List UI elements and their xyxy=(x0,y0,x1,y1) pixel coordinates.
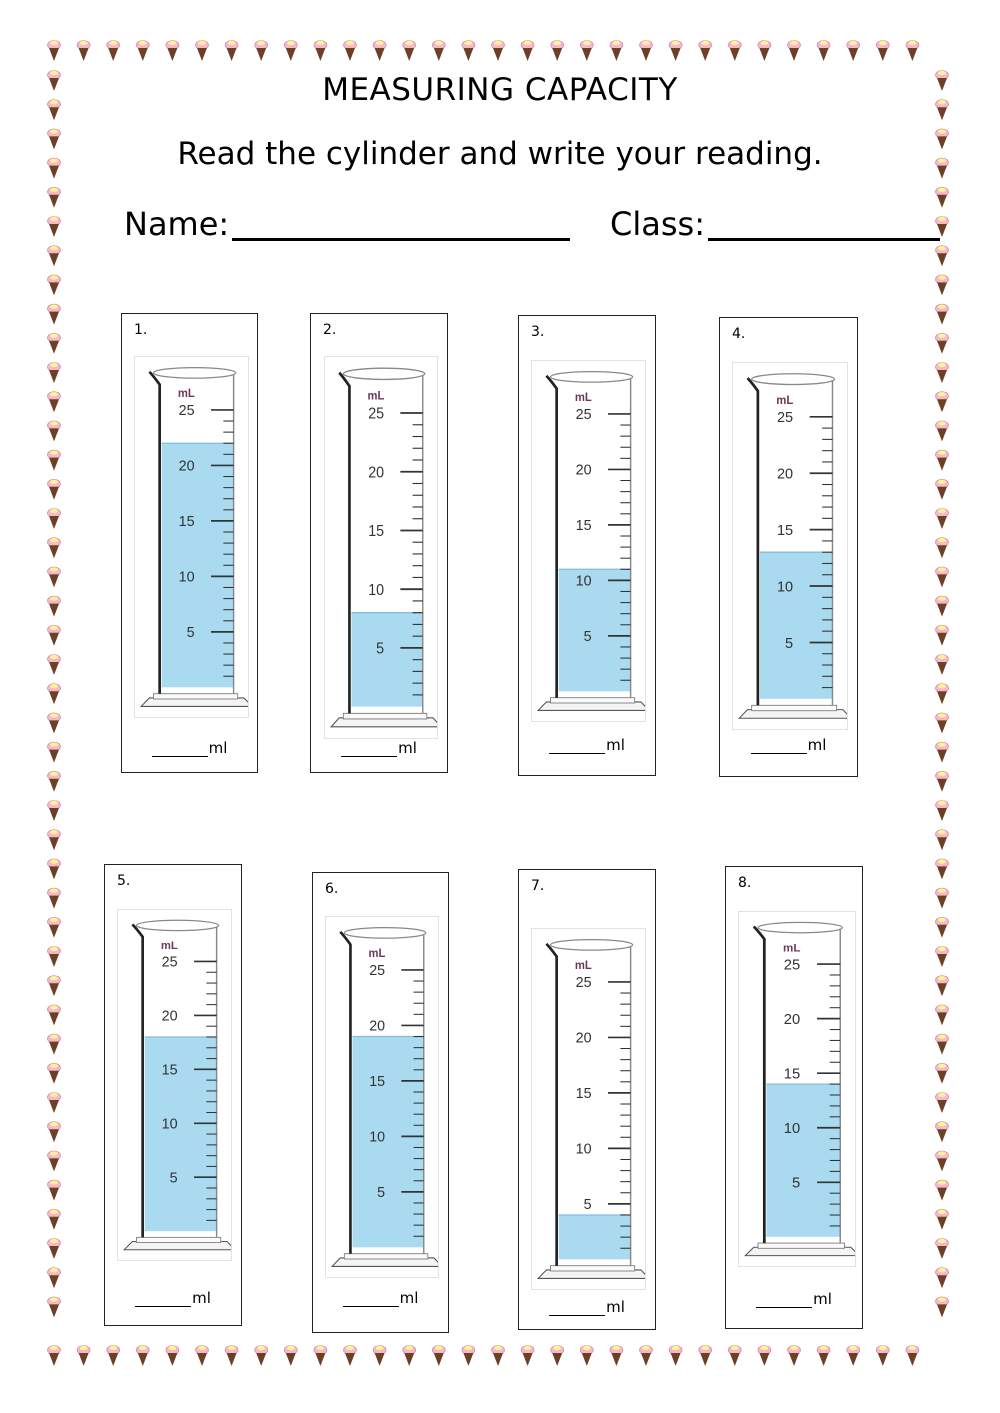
answer-unit: ml xyxy=(606,736,625,754)
ice-cream-cone-icon xyxy=(314,41,327,62)
answer-field[interactable] xyxy=(313,1289,448,1307)
ice-cream-cone-icon xyxy=(669,1346,682,1367)
ice-cream-cone-icon xyxy=(936,742,949,763)
ice-cream-cone-icon xyxy=(936,246,949,267)
ice-cream-cone-icon xyxy=(936,1180,949,1201)
ice-cream-cone-icon xyxy=(432,1346,445,1367)
ice-cream-cone-icon xyxy=(580,41,593,62)
ice-cream-cone-icon xyxy=(640,1346,653,1367)
cylinder-left-wall xyxy=(754,927,765,1244)
cylinder-base-plate xyxy=(153,694,237,699)
scale-label: 20 xyxy=(161,1008,178,1025)
ice-cream-cone-icon xyxy=(48,246,61,267)
cylinder-rim xyxy=(550,372,632,383)
cylinder-base-plate xyxy=(752,705,837,710)
scale-label: 5 xyxy=(785,635,794,652)
scale-label: 20 xyxy=(368,463,385,482)
scale-label: 25 xyxy=(369,963,386,980)
ice-cream-cone-icon xyxy=(936,275,949,296)
ice-cream-cone-icon xyxy=(876,41,889,62)
ice-cream-cone-icon xyxy=(936,333,949,354)
ice-cream-cone-icon xyxy=(699,41,712,62)
ice-cream-cone-icon xyxy=(48,859,61,880)
ice-cream-cone-icon xyxy=(817,1346,830,1367)
scale-label: 15 xyxy=(369,1073,386,1091)
question-number: 5. xyxy=(117,873,131,889)
unit-label: mL xyxy=(783,942,801,955)
ice-cream-cone-icon xyxy=(936,1239,949,1260)
cylinder-card xyxy=(518,315,656,776)
ice-cream-cone-icon xyxy=(669,41,682,62)
ice-cream-cone-icon xyxy=(48,801,61,822)
ice-cream-cone-icon xyxy=(906,1346,919,1367)
cylinder-rim xyxy=(758,922,842,932)
ice-cream-cone-icon xyxy=(48,917,61,938)
ice-cream-cone-icon xyxy=(314,1346,327,1367)
answer-field[interactable] xyxy=(726,1290,862,1308)
scale-label: 25 xyxy=(575,975,592,992)
ice-cream-cone-icon xyxy=(462,1346,475,1367)
scale-label: 10 xyxy=(161,1116,178,1133)
ice-cream-cone-icon xyxy=(936,947,949,968)
ice-cream-cone-icon xyxy=(48,888,61,909)
ice-cream-cone-icon xyxy=(136,1346,149,1367)
ice-cream-cone-icon xyxy=(936,304,949,325)
scale-label: 10 xyxy=(575,1141,592,1158)
unit-label: mL xyxy=(368,948,386,961)
question-number: 7. xyxy=(531,878,545,894)
scale-label: 5 xyxy=(791,1175,801,1192)
ice-cream-cone-icon xyxy=(936,713,949,734)
ice-cream-cone-icon xyxy=(48,363,61,384)
answer-field[interactable] xyxy=(720,736,857,754)
scale-label: 25 xyxy=(368,405,385,423)
ice-cream-cone-icon xyxy=(492,41,505,62)
ice-cream-cone-icon xyxy=(48,187,61,208)
ice-cream-cone-icon xyxy=(373,41,386,62)
answer-unit: ml xyxy=(399,1289,419,1307)
cylinder-rim xyxy=(550,940,632,951)
ice-cream-cone-icon xyxy=(48,479,61,500)
ice-cream-cone-icon xyxy=(610,41,623,62)
scale-label: 10 xyxy=(178,569,195,586)
ice-cream-cone-icon xyxy=(936,479,949,500)
answer-unit: ml xyxy=(813,1290,832,1308)
ice-cream-cone-icon xyxy=(936,655,949,676)
ice-cream-cone-icon xyxy=(48,538,61,559)
cylinder-image xyxy=(732,362,848,730)
ice-cream-cone-icon xyxy=(936,917,949,938)
ice-cream-cone-icon xyxy=(847,41,860,62)
ice-cream-cone-icon xyxy=(936,771,949,792)
ice-cream-cone-icon xyxy=(48,217,61,238)
ice-cream-cone-icon xyxy=(48,1268,61,1289)
scale-label: 20 xyxy=(575,462,592,479)
ice-cream-cone-icon xyxy=(640,41,653,62)
scale-label: 5 xyxy=(169,1170,178,1187)
answer-unit: ml xyxy=(606,1298,625,1316)
scale-label: 5 xyxy=(583,1196,592,1214)
answer-unit: ml xyxy=(208,739,228,757)
ice-cream-cone-icon xyxy=(758,41,771,62)
cylinder-base-plate xyxy=(343,713,426,719)
scale-label: 15 xyxy=(776,522,794,540)
cylinder-card xyxy=(310,313,448,773)
cylinder-image xyxy=(531,360,646,722)
ice-cream-cone-icon xyxy=(48,450,61,471)
ice-cream-cone-icon xyxy=(936,217,949,238)
cylinder-card xyxy=(719,317,858,777)
unit-label: mL xyxy=(776,393,794,407)
instruction-text: Read the cylinder and write your reading. xyxy=(177,136,823,172)
ice-cream-cone-icon xyxy=(758,1346,771,1367)
ice-cream-cone-icon xyxy=(817,41,830,62)
scale-label: 15 xyxy=(783,1066,801,1083)
ice-cream-cone-icon xyxy=(48,596,61,617)
ice-cream-cone-icon xyxy=(580,1346,593,1367)
name-field[interactable] xyxy=(232,238,570,241)
ice-cream-cone-icon xyxy=(48,421,61,442)
ice-cream-cone-icon xyxy=(196,41,209,62)
ice-cream-cone-icon xyxy=(225,1346,238,1367)
scale-label: 15 xyxy=(178,514,195,531)
cylinder-base-plate xyxy=(550,698,634,703)
ice-cream-cone-icon xyxy=(48,1239,61,1260)
liquid xyxy=(559,569,631,691)
ice-cream-cone-icon xyxy=(77,41,90,62)
scale-label: 15 xyxy=(368,522,385,541)
scale-label: 20 xyxy=(575,1030,592,1047)
class-label: Class: xyxy=(610,205,705,243)
ice-cream-cone-icon xyxy=(196,1346,209,1367)
ice-cream-cone-icon xyxy=(48,684,61,705)
answer-field[interactable] xyxy=(519,736,655,754)
ice-cream-cone-icon xyxy=(521,41,534,62)
cylinder-card xyxy=(121,313,258,773)
ice-cream-cone-icon xyxy=(788,1346,801,1367)
ice-cream-cone-icon xyxy=(48,1297,61,1318)
ice-cream-cone-icon xyxy=(551,41,564,62)
scale-label: 5 xyxy=(376,639,385,658)
ice-cream-cone-icon xyxy=(107,41,120,62)
answer-unit: ml xyxy=(807,736,827,754)
ice-cream-cone-icon xyxy=(48,655,61,676)
worksheet-title: MEASURING CAPACITY xyxy=(322,72,678,108)
ice-cream-cone-icon xyxy=(936,1122,949,1143)
scale-label: 5 xyxy=(186,624,195,642)
scale-label: 25 xyxy=(783,957,801,974)
ice-cream-cone-icon xyxy=(48,1180,61,1201)
cylinder-left-wall xyxy=(546,944,556,1266)
question-number: 4. xyxy=(732,326,746,342)
cylinder-left-wall xyxy=(748,378,758,705)
scale-label: 20 xyxy=(369,1018,386,1035)
ice-cream-cone-icon xyxy=(936,1297,949,1318)
question-number: 6. xyxy=(325,881,339,897)
cylinder-base-plate xyxy=(344,1254,427,1259)
ice-cream-cone-icon xyxy=(728,41,741,62)
scale-label: 20 xyxy=(178,458,195,475)
ice-cream-cone-icon xyxy=(48,1034,61,1055)
class-field[interactable] xyxy=(708,238,940,241)
ice-cream-cone-icon xyxy=(48,333,61,354)
scale-label: 20 xyxy=(783,1011,801,1028)
liquid xyxy=(559,1215,631,1259)
ice-cream-cone-icon xyxy=(936,1268,949,1289)
liquid xyxy=(760,552,833,699)
ice-cream-cone-icon xyxy=(936,509,949,530)
scale-label: 15 xyxy=(161,1062,178,1079)
cylinder-card xyxy=(725,866,863,1329)
scale-label: 5 xyxy=(583,628,592,646)
ice-cream-cone-icon xyxy=(48,976,61,997)
unit-label: mL xyxy=(574,960,592,973)
cylinder-left-wall xyxy=(339,373,349,714)
cylinder-image xyxy=(531,928,646,1290)
ice-cream-cone-icon xyxy=(48,1122,61,1143)
ice-cream-cone-icon xyxy=(610,1346,623,1367)
ice-cream-cone-icon xyxy=(373,1346,386,1367)
ice-cream-cone-icon xyxy=(284,1346,297,1367)
ice-cream-cone-icon xyxy=(936,1209,949,1230)
ice-cream-cone-icon xyxy=(166,41,179,62)
ice-cream-cone-icon xyxy=(48,509,61,530)
ice-cream-cone-icon xyxy=(48,1093,61,1114)
cylinder-card xyxy=(518,869,656,1330)
cylinder-left-wall xyxy=(149,372,159,694)
scale-label: 25 xyxy=(161,954,178,971)
ice-cream-cone-icon xyxy=(284,41,297,62)
ice-cream-cone-icon xyxy=(551,1346,564,1367)
scale-label: 10 xyxy=(369,1129,386,1146)
cylinder-left-wall xyxy=(132,924,142,1237)
question-number: 1. xyxy=(134,322,148,338)
ice-cream-cone-icon xyxy=(847,1346,860,1367)
question-number: 2. xyxy=(323,322,337,338)
scale-label: 10 xyxy=(368,581,385,599)
cylinder-base-plate xyxy=(758,1243,844,1248)
ice-cream-cone-icon xyxy=(936,1151,949,1172)
ice-cream-cone-icon xyxy=(936,187,949,208)
ice-cream-cone-icon xyxy=(936,1063,949,1084)
cylinder-image xyxy=(117,909,232,1261)
ice-cream-cone-icon xyxy=(48,947,61,968)
ice-cream-cone-icon xyxy=(48,567,61,588)
ice-cream-cone-icon xyxy=(225,41,238,62)
ice-cream-cone-icon xyxy=(48,304,61,325)
ice-cream-cone-icon xyxy=(876,1346,889,1367)
ice-cream-cone-icon xyxy=(936,859,949,880)
ice-cream-cone-icon xyxy=(48,1151,61,1172)
answer-field[interactable] xyxy=(519,1298,655,1316)
ice-cream-cone-icon xyxy=(77,1346,90,1367)
answer-field[interactable] xyxy=(105,1289,241,1307)
scale-label: 15 xyxy=(575,1086,592,1103)
ice-cream-cone-icon xyxy=(936,888,949,909)
scale-label: 25 xyxy=(178,403,195,420)
cylinder-left-wall xyxy=(340,932,350,1254)
ice-cream-cone-icon xyxy=(936,596,949,617)
ice-cream-cone-icon xyxy=(344,41,357,62)
cylinder-rim xyxy=(343,368,424,379)
ice-cream-cone-icon xyxy=(936,830,949,851)
unit-label: mL xyxy=(177,388,195,401)
ice-cream-cone-icon xyxy=(936,1093,949,1114)
ice-cream-cone-icon xyxy=(936,1005,949,1026)
cylinder-rim xyxy=(153,368,235,379)
ice-cream-cone-icon xyxy=(699,1346,712,1367)
ice-cream-cone-icon xyxy=(48,1209,61,1230)
ice-cream-cone-icon xyxy=(936,1034,949,1055)
ice-cream-cone-icon xyxy=(936,684,949,705)
ice-cream-cone-icon xyxy=(432,41,445,62)
ice-cream-cone-icon xyxy=(403,41,416,62)
cylinder-card xyxy=(312,872,449,1333)
ice-cream-cone-icon xyxy=(48,1005,61,1026)
cylinder-rim xyxy=(344,928,425,939)
ice-cream-cone-icon xyxy=(344,1346,357,1367)
ice-cream-cone-icon xyxy=(107,1346,120,1367)
answer-field[interactable] xyxy=(311,739,447,757)
cylinder-base-plate xyxy=(550,1266,634,1271)
ice-cream-cone-icon xyxy=(48,1346,61,1367)
ice-cream-cone-icon xyxy=(936,421,949,442)
scale-label: 10 xyxy=(776,579,794,596)
ice-cream-cone-icon xyxy=(788,41,801,62)
cylinder-image xyxy=(325,916,439,1278)
question-number: 3. xyxy=(531,324,545,340)
ice-cream-cone-icon xyxy=(403,1346,416,1367)
unit-label: mL xyxy=(367,389,385,403)
ice-cream-cone-icon xyxy=(136,41,149,62)
ice-cream-cone-icon xyxy=(166,1346,179,1367)
ice-cream-cone-icon xyxy=(936,392,949,413)
ice-cream-cone-icon xyxy=(936,538,949,559)
name-label: Name: xyxy=(124,205,230,243)
ice-cream-cone-icon xyxy=(48,830,61,851)
ice-cream-cone-icon xyxy=(48,742,61,763)
ice-cream-cone-icon xyxy=(48,392,61,413)
answer-unit: ml xyxy=(398,739,417,757)
cylinder-rim xyxy=(136,920,218,930)
liquid xyxy=(145,1037,217,1231)
ice-cream-cone-icon xyxy=(936,450,949,471)
ice-cream-cone-icon xyxy=(936,363,949,384)
ice-cream-cone-icon xyxy=(906,41,919,62)
cylinder-rim xyxy=(752,374,835,385)
ice-cream-cone-icon xyxy=(48,771,61,792)
ice-cream-cone-icon xyxy=(936,976,949,997)
ice-cream-cone-icon xyxy=(48,41,61,62)
ice-cream-cone-icon xyxy=(936,567,949,588)
unit-label: mL xyxy=(574,392,592,405)
ice-cream-cone-icon xyxy=(48,625,61,646)
liquid xyxy=(766,1084,840,1237)
unit-label: mL xyxy=(160,940,178,953)
cylinder-image xyxy=(134,356,249,718)
scale-label: 20 xyxy=(776,466,794,483)
ice-cream-cone-icon xyxy=(728,1346,741,1367)
scale-label: 15 xyxy=(575,518,592,535)
answer-field[interactable] xyxy=(122,739,257,757)
ice-cream-cone-icon xyxy=(936,801,949,822)
ice-cream-cone-icon xyxy=(48,1063,61,1084)
cylinder-image xyxy=(324,356,438,739)
cylinder-card xyxy=(104,864,242,1326)
ice-cream-cone-icon xyxy=(255,1346,268,1367)
answer-unit: ml xyxy=(192,1289,211,1307)
scale-label: 5 xyxy=(377,1184,386,1202)
ice-cream-cone-icon xyxy=(48,275,61,296)
ice-cream-cone-icon xyxy=(492,1346,505,1367)
cylinder-base-plate xyxy=(136,1237,220,1242)
scale-label: 10 xyxy=(783,1121,801,1137)
scale-label: 25 xyxy=(575,407,592,424)
liquid xyxy=(351,613,422,707)
ice-cream-cone-icon xyxy=(462,41,475,62)
liquid xyxy=(162,443,234,687)
ice-cream-cone-icon xyxy=(255,41,268,62)
ice-cream-cone-icon xyxy=(521,1346,534,1367)
scale-label: 10 xyxy=(575,573,592,590)
ice-cream-cone-icon xyxy=(936,625,949,646)
question-number: 8. xyxy=(738,875,752,891)
liquid xyxy=(352,1037,423,1248)
ice-cream-cone-icon xyxy=(48,713,61,734)
scale-label: 25 xyxy=(776,409,794,427)
cylinder-left-wall xyxy=(546,376,556,698)
cylinder-image xyxy=(738,911,856,1267)
